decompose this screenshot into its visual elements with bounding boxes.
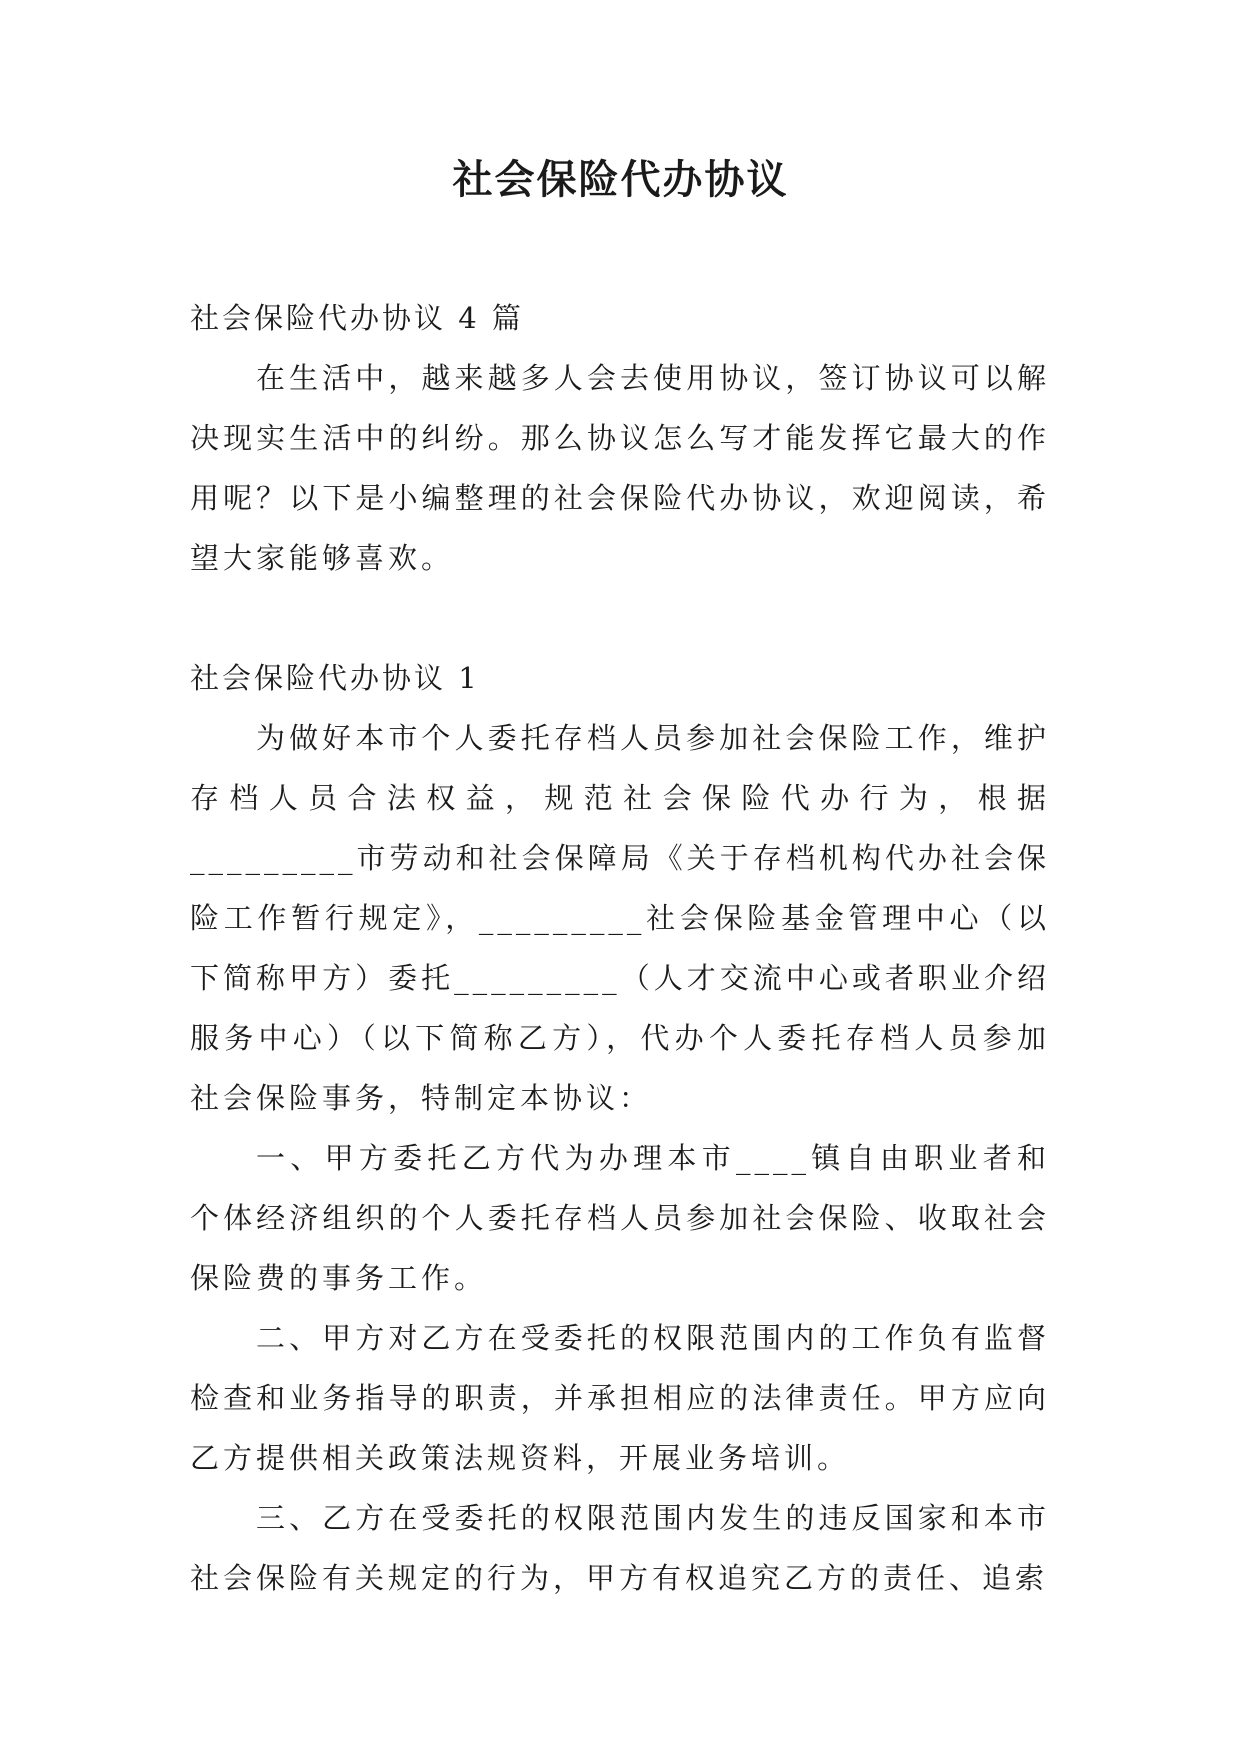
paragraph-gap: [190, 588, 1050, 648]
section-heading: 社会保险代办协议 1: [190, 661, 480, 695]
document-body: [190, 288, 1050, 1608]
preamble-paragraph: 为做好本市个人委托存档人员参加社会保险工作，维护存档人员合法权益，规范社会保险代办行为，根据_________市劳动和社会保障局《关于存档机构代办社会保险工作暂行规定》，_________社会保险基金管理中心（以下简称甲方）委托_________（人才交流中心或者职业介绍服务中心）（以下简称乙方），代办个人委托存档人员参加社会保险事务，特制定本协议：: [190, 721, 1050, 1115]
clause-paragraph-1: 一、甲方委托乙方代为办理本市____镇自由职业者和个体经济组织的个人委托存档人员参加社会保险、收取社会保险费的事务工作。: [190, 1141, 1050, 1295]
intro-paragraph: 在生活中，越来越多人会去使用协议，签订协议可以解决现实生活中的纠纷。那么协议怎么写才能发挥它最大的作用呢？以下是小编整理的社会保险代办协议，欢迎阅读，希望大家能够喜欢。: [190, 361, 1050, 575]
document-title: 社会保险代办协议: [452, 157, 789, 203]
clause-paragraph-3: 三、乙方在受委托的权限范围内发生的违反国家和本市社会保险有关规定的行为，甲方有权追究乙方的责任、追索: [190, 1501, 1050, 1595]
clause-paragraph-2: 二、甲方对乙方在受委托的权限范围内的工作负有监督检查和业务指导的职责，并承担相应的法律责任。甲方应向乙方提供相关政策法规资料，开展业务培训。: [190, 1321, 1050, 1475]
document-subtitle: 社会保险代办协议 4 篇: [190, 301, 524, 335]
